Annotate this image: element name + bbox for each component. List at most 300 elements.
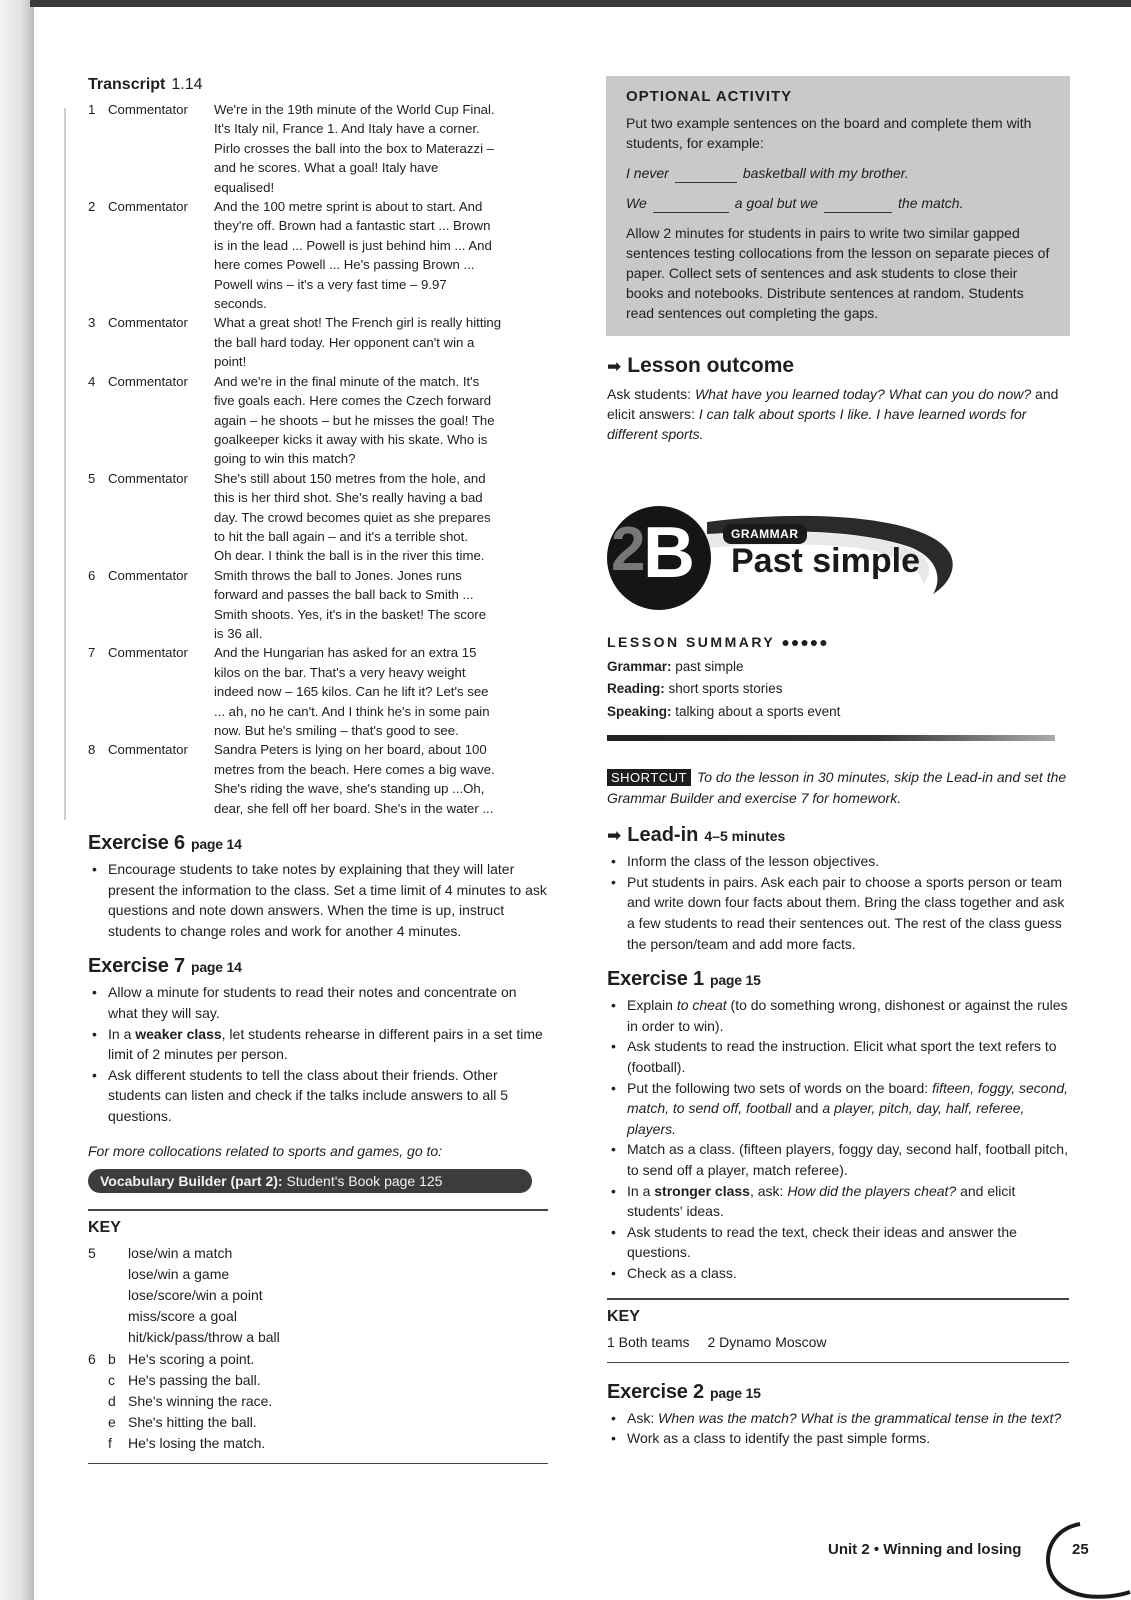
key-text: He's scoring a point. <box>128 1350 255 1367</box>
exercise1-bullet-6: • Ask students to read the text, check their ideas and answer the questions. <box>607 1222 1069 1263</box>
line-number <box>88 216 108 235</box>
gap-text: a goal but we <box>734 195 819 211</box>
key-bottom-divider <box>88 1463 548 1464</box>
line-text: forward and passes the ball back to Smith ... <box>214 587 474 603</box>
page-number: 25 <box>1072 1541 1089 1558</box>
key-text: She's winning the race. <box>128 1392 273 1409</box>
line-number <box>88 178 108 197</box>
lesson-summary-title: LESSON SUMMARY <box>607 634 776 650</box>
key-number <box>88 1306 108 1327</box>
line-text: metres from the beach. Here comes a big wave. <box>214 761 495 777</box>
speaker <box>108 585 214 604</box>
key-heading: KEY <box>88 1218 121 1236</box>
label: Reading: <box>607 681 665 697</box>
transcript-line <box>88 100 548 119</box>
text: and elicit answers: <box>607 386 1059 422</box>
lead-in-bullet-1: • Inform the class of the lesson objectives. <box>607 851 1069 872</box>
gap-sentence-2 <box>626 193 1050 213</box>
label: Speaking: <box>607 703 672 719</box>
transcript-line <box>88 197 548 216</box>
transcript-line <box>88 255 548 274</box>
italic-text: to cheat <box>676 997 727 1014</box>
key-number <box>88 1285 108 1306</box>
line-number: 8 <box>88 742 96 758</box>
shortcut-text: To do the lesson in 30 minutes, skip the Lead-in and set the Grammar Builder and exercise 7 for homework. <box>607 769 1067 807</box>
line-text: is 36 all. <box>214 625 263 641</box>
text: , let students rehearse in different pairs in a set time limit of 2 minutes per person. <box>108 1025 543 1063</box>
key-text: hit/kick/pass/throw a ball <box>128 1329 280 1346</box>
speaker <box>108 255 214 274</box>
line-text: the ball hard today. Her opponent can't win a <box>214 334 475 350</box>
transcript-line <box>88 546 548 565</box>
key-right-bottom-divider <box>607 1362 1069 1363</box>
exercise1-bullet-2: • Ask students to read the instruction. Elicit what sport the text refers to (football). <box>607 1036 1069 1077</box>
line-number <box>88 624 108 643</box>
exercise7-list <box>88 982 548 1126</box>
key-divider <box>88 1209 548 1211</box>
text: Ask: <box>627 1409 659 1426</box>
key-letter: c <box>108 1371 115 1388</box>
key-number <box>88 1412 108 1433</box>
line-text: It's Italy nil, France 1. And Italy have a corner. <box>214 121 480 137</box>
gap-text: I never <box>626 165 669 181</box>
text: In a <box>108 1025 136 1042</box>
speaker <box>108 702 214 721</box>
transcript-line <box>88 799 548 818</box>
exercise6-list <box>88 859 548 941</box>
transcript-line <box>88 139 548 158</box>
speaker <box>108 488 214 507</box>
label: Grammar: <box>607 659 672 674</box>
line-text: What a great shot! The French girl is really hitting <box>214 315 502 331</box>
line-number <box>88 546 108 565</box>
exercise1-bullet-1 <box>607 995 1069 1036</box>
line-number <box>88 663 108 682</box>
gap-blank <box>824 193 892 213</box>
line-number <box>88 158 108 177</box>
key-text: He's losing the match. <box>128 1435 266 1452</box>
speaker <box>108 178 214 197</box>
key-answer-1: 1 Both teams <box>607 1333 690 1350</box>
line-number <box>88 682 108 701</box>
speaker <box>108 119 214 138</box>
key-line <box>88 1285 548 1306</box>
lead-in-duration: 4–5 minutes <box>704 828 786 845</box>
line-number <box>88 760 108 779</box>
lead-in-bullet-2: • Put students in pairs. Ask each pair to choose a sports person or team and write down four facts about them. Bring the class together and ask a few students to read their sentences out. The rest of the class guess the person/team and add more facts. <box>607 872 1069 954</box>
line-text: to hit the ball again – and it's a terrible shot. <box>214 528 468 544</box>
lesson-title: Past simple <box>731 542 920 580</box>
exercise7-page: page 14 <box>190 959 242 976</box>
text: Ask students: <box>607 386 695 402</box>
line-number <box>88 449 108 468</box>
exercise1-page: page 15 <box>709 972 761 989</box>
line-text: Sandra Peters is lying on her board, about 100 <box>214 742 487 758</box>
line-text: here comes Powell ... He's passing Brown ... <box>214 257 475 273</box>
italic-text: What have you learned today? What can you do now? <box>694 386 1032 402</box>
key-line <box>88 1264 548 1285</box>
transcript-line <box>88 488 548 507</box>
collocation-note: For more collocations related to sports and games, go to: <box>88 1142 443 1159</box>
line-text: And the 100 metre sprint is about to start. And <box>214 199 483 215</box>
speaker <box>108 605 214 624</box>
line-text: going to win this match? <box>214 451 356 467</box>
text: and <box>791 1100 823 1117</box>
line-number <box>88 605 108 624</box>
line-number <box>88 255 108 274</box>
vocab-builder-ref: Student's Book page 125 <box>282 1172 443 1189</box>
speaker: Commentator <box>108 102 188 117</box>
transcript-line <box>88 682 548 701</box>
exercise2-page: page 15 <box>709 1384 761 1401</box>
transcript-line <box>88 333 548 352</box>
key-text: lose/win a match <box>128 1244 233 1261</box>
speaker <box>108 158 214 177</box>
line-number: 5 <box>88 470 96 486</box>
speaker <box>108 294 214 313</box>
exercise7-heading <box>88 955 548 978</box>
line-text: seconds. <box>214 296 267 312</box>
exercise6-title: Exercise 6 <box>88 832 185 855</box>
lesson-outcome-title: Lesson outcome <box>627 354 795 377</box>
transcript-line <box>88 527 548 546</box>
speaker: Commentator <box>108 742 188 758</box>
transcript-line <box>88 702 548 721</box>
transcript-line <box>88 624 548 643</box>
line-number <box>88 508 108 527</box>
speaker: Commentator <box>108 645 188 661</box>
speaker <box>108 411 214 430</box>
transcript-number: 1.14 <box>171 76 203 93</box>
vocabulary-builder-bar <box>88 1169 532 1193</box>
speaker <box>108 760 214 779</box>
lead-in-list <box>607 851 1069 954</box>
unit-number: 2 <box>611 515 646 584</box>
line-number <box>88 411 108 430</box>
speaker <box>108 779 214 798</box>
transcript-line <box>88 275 548 294</box>
line-text: dear, she fell off her board. She's in the water ... <box>214 800 494 816</box>
vocab-builder-label: Vocabulary Builder (part 2): <box>100 1172 283 1189</box>
line-number <box>88 585 108 604</box>
lesson-banner <box>607 506 1069 606</box>
line-text: Powell wins – it's a very fast time – 9.97 <box>214 276 447 292</box>
line-text: Smith shoots. Yes, it's in the basket! The score <box>214 606 487 622</box>
lesson-badge <box>607 506 711 610</box>
transcript-line <box>88 372 548 391</box>
line-number <box>88 488 108 507</box>
line-text: ... ah, no he can't. And I think he's in some pain <box>214 703 490 719</box>
key-letter: f <box>108 1435 112 1452</box>
key-line <box>88 1243 548 1264</box>
line-text: indeed now – 165 kilos. Can he lift it? Let's see <box>214 684 489 700</box>
line-number: 6 <box>88 567 96 583</box>
exercise7-bullet-2 <box>88 1024 548 1065</box>
exercise2-bullet-2: • Work as a class to identify the past simple forms. <box>607 1428 1069 1449</box>
line-text: point! <box>214 354 247 370</box>
key-right-heading: KEY <box>607 1307 640 1325</box>
key-number: 5 <box>88 1244 96 1261</box>
shortcut-note <box>607 767 1069 808</box>
key-text: She's hitting the ball. <box>128 1414 257 1431</box>
transcript-line <box>88 779 548 798</box>
value: past simple <box>671 659 744 674</box>
exercise2-bullet-1 <box>607 1408 1069 1429</box>
line-text: And the Hungarian has asked for an extra 15 <box>214 645 477 661</box>
italic-text: I can talk about sports I like. I have learned words for different sports. <box>607 406 1027 442</box>
key-letter <box>108 1243 128 1264</box>
exercise1-bullet-7: • Check as a class. <box>607 1263 1069 1284</box>
line-number <box>88 391 108 410</box>
transcript-line <box>88 352 548 371</box>
speaker <box>108 333 214 352</box>
line-text: they're off. Brown had a fantastic start ... Brown <box>214 218 491 234</box>
transcript-line <box>88 469 548 488</box>
exercise7-title: Exercise 7 <box>88 955 185 978</box>
transcript-line <box>88 294 548 313</box>
line-number <box>88 721 108 740</box>
book-binding-shadow <box>0 0 34 1600</box>
line-number <box>88 294 108 313</box>
line-number <box>88 236 108 255</box>
exercise1-list <box>607 995 1069 1283</box>
text: and elicit students' ideas. <box>627 1182 1016 1220</box>
line-text: Pirlo crosses the ball into the box to Materazzi – <box>214 140 495 156</box>
speaker: Commentator <box>108 315 188 331</box>
key-line <box>88 1327 548 1348</box>
difficulty-dots-icon: ●●●●● <box>781 634 829 650</box>
exercise1-bullet-4: • Match as a class. (fifteen players, foggy day, second half, football pitch, to send off a player, match referee). <box>607 1139 1069 1180</box>
gap-blank <box>653 193 729 213</box>
lead-in-heading <box>607 824 1069 847</box>
exercise6-bullet: • Encourage students to take notes by explaining that they will later present the information to the class. Set a time limit of 4 minutes to ask questions and note down answers. When the time is up, instruct students to change roles and work for another 4 minutes. <box>88 859 548 941</box>
key-line <box>88 1412 548 1433</box>
transcript-line <box>88 566 548 585</box>
exercise6-heading <box>88 832 548 855</box>
arrow-right-icon: ➡ <box>607 826 622 846</box>
key-number <box>88 1433 108 1454</box>
line-text: this is her third shot. She's really having a bad <box>214 490 483 506</box>
line-text: Oh dear. I think the ball is in the river this time. <box>214 548 485 564</box>
transcript-line <box>88 508 548 527</box>
line-number: 2 <box>88 199 96 215</box>
speaker: Commentator <box>108 470 188 486</box>
line-text: again – he shoots – but he misses the goal! The <box>214 412 495 428</box>
line-text: equalised! <box>214 179 275 195</box>
summary-reading <box>607 678 1069 700</box>
value: talking about a sports event <box>671 703 841 719</box>
speaker <box>108 430 214 449</box>
line-number <box>88 275 108 294</box>
speaker <box>108 275 214 294</box>
speaker: Commentator <box>108 567 188 583</box>
line-text: Smith throws the ball to Jones. Jones runs <box>214 567 462 583</box>
lesson-outcome-text <box>607 384 1069 444</box>
line-text: five goals each. Here comes the Czech forward <box>214 393 492 409</box>
line-text: now. But he's smiling – that's good to see. <box>214 723 459 738</box>
line-number <box>88 430 108 449</box>
exercise2-list <box>607 1408 1069 1449</box>
key-text: lose/win a game <box>128 1265 230 1282</box>
line-number: 7 <box>88 645 96 661</box>
line-number: 4 <box>88 373 96 389</box>
transcript-line <box>88 663 548 682</box>
summary-rule <box>607 735 1055 741</box>
exercise7-bullet-1: • Allow a minute for students to read their notes and concentrate on what they will say. <box>88 982 548 1023</box>
grammar-tag: GRAMMAR <box>723 524 807 544</box>
page-corner-curve <box>1040 1522 1131 1600</box>
transcript-line <box>88 449 548 468</box>
lesson-outcome-heading <box>607 354 1069 378</box>
speaker <box>108 546 214 565</box>
italic-text: a player, pitch, day, half, referee, players. <box>627 1100 1025 1137</box>
line-number: 1 <box>88 102 96 117</box>
key-text: lose/score/win a point <box>128 1286 263 1303</box>
transcript-line <box>88 158 548 177</box>
gap-text: basketball with my brother. <box>742 165 909 181</box>
transcript-line <box>88 216 548 235</box>
transcript-line <box>88 391 548 410</box>
arrow-right-icon: ➡ <box>607 357 622 376</box>
speaker <box>108 391 214 410</box>
right-column <box>607 76 1069 1449</box>
exercise1-bullet-3 <box>607 1078 1069 1140</box>
transcript-line <box>88 605 548 624</box>
text: , ask: <box>749 1182 788 1199</box>
exercise7-bullet-3: • Ask different students to tell the class about their friends. Other students can listen and check if the talks include answers to all 5 questions. <box>88 1065 548 1127</box>
line-number <box>88 119 108 138</box>
line-text: kilos on the bar. That's a very heavy weight <box>214 664 466 680</box>
key-letter: e <box>108 1414 116 1431</box>
line-number <box>88 527 108 546</box>
speaker <box>108 352 214 371</box>
line-text: day. The crowd becomes quiet as she prepares <box>214 509 491 525</box>
gap-text: the match. <box>898 195 964 211</box>
summary-speaking <box>607 701 1069 723</box>
line-text: and he scores. What a goal! Italy have <box>214 160 439 176</box>
speaker <box>108 139 214 158</box>
lead-in-title: Lead-in <box>627 824 699 847</box>
key-letter <box>108 1264 128 1285</box>
exercise1-bullet-5 <box>607 1181 1069 1222</box>
key-number <box>88 1327 108 1348</box>
speaker <box>108 449 214 468</box>
transcript-line <box>88 236 548 255</box>
emphasis: stronger class <box>654 1182 750 1199</box>
transcript-line <box>88 119 548 138</box>
key-line <box>88 1433 548 1454</box>
emphasis: weaker class <box>135 1025 222 1042</box>
transcript-line <box>88 411 548 430</box>
optional-intro: Put two example sentences on the board and complete them with students, for example: <box>626 115 1032 151</box>
key-line <box>88 1391 548 1412</box>
italic-text: fifteen, foggy, second, match, to send off, football <box>627 1079 1069 1117</box>
lesson-letter: B <box>643 513 695 593</box>
line-text: We're in the 19th minute of the World Cup Final. <box>214 102 495 117</box>
speaker <box>108 682 214 701</box>
gap-sentence-1 <box>626 163 1050 183</box>
transcript-line <box>88 760 548 779</box>
lesson-summary-heading <box>607 634 1069 650</box>
line-text: goalkeeper kicks it away with his skate. Who is <box>214 431 488 447</box>
key-number <box>88 1370 108 1391</box>
gap-blank <box>675 163 737 183</box>
line-number <box>88 702 108 721</box>
key-letter: d <box>108 1392 116 1409</box>
shortcut-tag: SHORTCUT <box>607 769 691 786</box>
key-left-lines <box>88 1243 548 1455</box>
line-number <box>88 799 108 818</box>
margin-bar <box>64 108 66 820</box>
left-column <box>88 76 548 1464</box>
key-letter: b <box>108 1350 116 1367</box>
footer-unit-label: Unit 2 • Winning and losing <box>828 1541 1022 1558</box>
gap-text: We <box>626 195 647 211</box>
transcript-line <box>88 721 548 740</box>
transcript-heading <box>88 76 548 94</box>
optional-activity-title: OPTIONAL ACTIVITY <box>626 88 793 105</box>
key-letter <box>108 1327 128 1348</box>
transcript-line <box>88 430 548 449</box>
line-number <box>88 139 108 158</box>
text: Explain <box>627 997 677 1014</box>
speaker <box>108 236 214 255</box>
optional-body: Allow 2 minutes for students in pairs to write two similar gapped sentences testing collocations from the lesson on separate pieces of paper. Collect sets of sentences and ask students to close their books and notebooks. Distribute sentences at random. Students read sentences out completing the gaps. <box>626 225 1050 321</box>
key-text: miss/score a goal <box>128 1308 237 1325</box>
line-number <box>88 333 108 352</box>
speaker <box>108 799 214 818</box>
key-line <box>88 1349 548 1370</box>
key-right-top-divider <box>607 1298 1069 1300</box>
transcript-lines <box>88 100 548 818</box>
key-right-answers <box>607 1332 1069 1352</box>
value: short sports stories <box>664 681 783 697</box>
transcript-line <box>88 585 548 604</box>
line-number: 3 <box>88 315 96 331</box>
key-number <box>88 1264 108 1285</box>
exercise1-title: Exercise 1 <box>607 968 704 991</box>
speaker <box>108 624 214 643</box>
transcript-line <box>88 643 548 662</box>
text: (to do something wrong, dishonest or against the rules in order to win). <box>627 997 1068 1034</box>
line-text: is in the lead ... Powell is just behind him ... And <box>214 237 492 253</box>
text: Put the following two sets of words on the board: <box>627 1079 933 1096</box>
transcript-title: Transcript <box>88 76 166 93</box>
key-text: He's passing the ball. <box>128 1371 261 1388</box>
speaker <box>108 508 214 527</box>
exercise2-heading <box>607 1381 1069 1404</box>
key-letter <box>108 1285 128 1306</box>
key-number <box>88 1391 108 1412</box>
transcript-line <box>88 178 548 197</box>
speaker <box>108 216 214 235</box>
line-text: And we're in the final minute of the match. It's <box>214 373 480 389</box>
top-rule <box>30 0 1131 7</box>
exercise2-title: Exercise 2 <box>607 1380 704 1403</box>
line-number <box>88 352 108 371</box>
italic-text: How did the players cheat? <box>787 1182 957 1199</box>
speaker <box>108 527 214 546</box>
key-number: 6 <box>88 1350 96 1367</box>
key-line <box>88 1306 548 1327</box>
speaker: Commentator <box>108 199 188 215</box>
text: In a <box>627 1182 655 1199</box>
transcript-line <box>88 313 548 332</box>
key-letter <box>108 1306 128 1327</box>
exercise1-heading <box>607 968 1069 991</box>
speaker <box>108 721 214 740</box>
line-text: She's riding the wave, she's standing up ...Oh, <box>214 781 485 797</box>
